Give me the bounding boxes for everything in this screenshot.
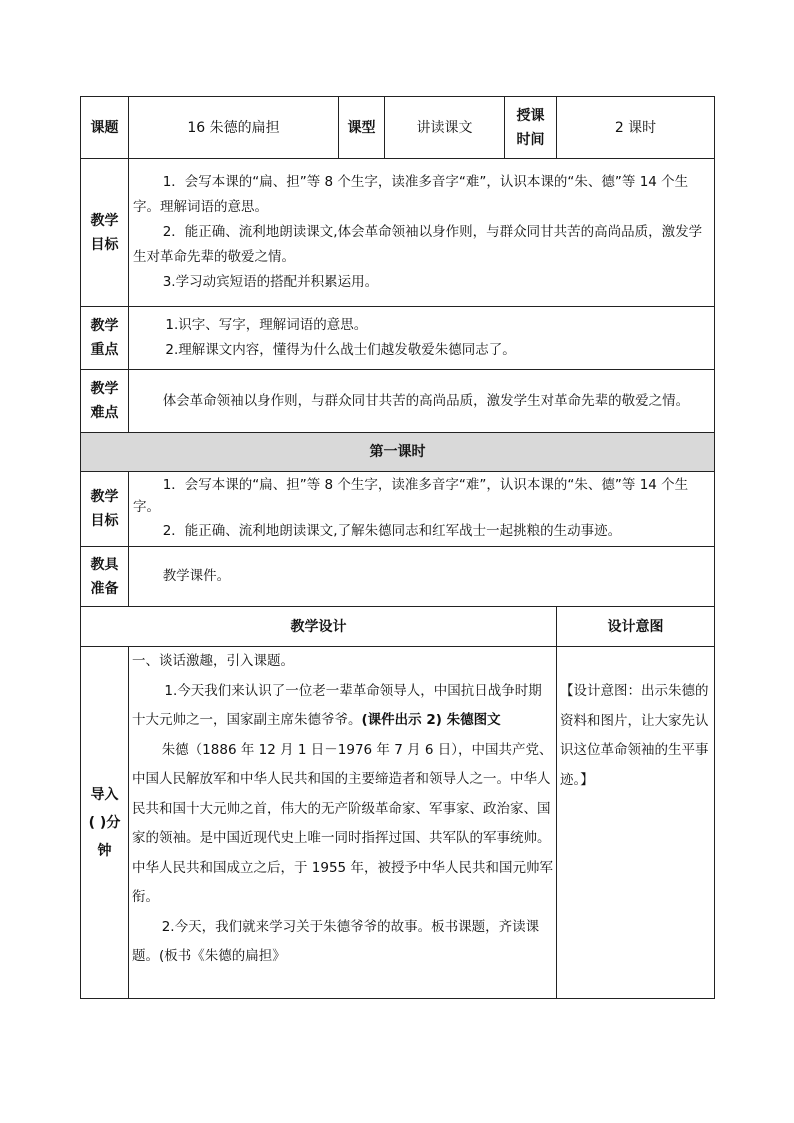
goals2-content [129, 472, 715, 547]
shouke-label [505, 97, 557, 159]
tools-label-line2: 准备 [90, 580, 119, 597]
difficulty-label [81, 370, 129, 433]
keypoints-line-2: 2.理解课文内容，懂得为什么战士们越发敬爱朱德同志了。 [165, 342, 516, 358]
goals-row [81, 159, 715, 307]
goals2-line-1: 1．会写本课的“扁、担”等 8 个生字，读准多音字“难”，认识本课的“朱、德”等 14 个生字。 [133, 477, 689, 515]
hours-value: 2 课时 [557, 97, 715, 159]
design-header-left: 教学设计 [81, 607, 557, 647]
intro-paragraph-1 [129, 677, 556, 736]
goals-content [129, 159, 715, 307]
keypoints-content [129, 307, 715, 370]
goals2-row [81, 472, 715, 547]
intro-paragraph-2: 朱德（1886 年 12 月 1 日－1976 年 7 月 6 日），中国共产党、中国人民解放军和中华人民共和国的主要缔造者和领导人之一。中华人民共和国十大元帅之首，伟大的无产阶级革命家、军事家、政治家、国家的领袖。是中国近现代史上唯一同时指挥过国、共军队的军事统帅。中华人民共和国成立之后，于 1955 年，被授予中华人民共和国元帅军衔。 [132, 741, 553, 905]
goals2-label-line2: 目标 [90, 513, 119, 529]
goals-line-1: 1．会写本课的“扁、担”等 8 个生字，读准多音字“难”，认识本课的“朱、德”等 14 个生字。理解词语的意思。 [133, 174, 689, 215]
tools-text: 教学课件。 [162, 568, 231, 584]
shouke-label-line1: 授课 [516, 107, 545, 124]
difficulty-label-line1: 教学 [90, 381, 119, 397]
lesson-plan-page [80, 96, 714, 999]
design-header-right: 设计意图 [557, 607, 715, 647]
goals2-label-line1: 教学 [90, 489, 119, 505]
intro-row [81, 647, 715, 999]
section-row [81, 433, 715, 472]
keypoints-label-line1: 教学 [90, 318, 119, 334]
difficulty-row [81, 370, 715, 433]
goals-label-line2: 目标 [90, 236, 119, 253]
tools-label-line1: 教具 [90, 556, 119, 573]
intro-paragraph-3: 2.今天，我们就来学习关于朱德爷爷的故事。板书课题，齐读课题。(板书《朱德的扁担》 [132, 918, 540, 964]
keypoints-label [81, 307, 129, 370]
keti-label: 课题 [81, 97, 129, 159]
keypoints-line-1: 1.识字、写字，理解词语的意思。 [165, 317, 368, 333]
intro-content [129, 647, 557, 999]
intro-paragraph-1-text: 1.今天我们来认识了一位老一辈革命领导人，中国抗日战争时期十大元帅之一，国家副主席朱德爷爷。 [132, 682, 542, 728]
shouke-label-line2: 时间 [516, 131, 545, 148]
kexing-label: 课型 [339, 97, 385, 159]
design-header-row [81, 607, 715, 647]
difficulty-label-line2: 难点 [90, 405, 119, 421]
difficulty-text: 体会革命领袖以身作则，与群众同甘共苦的高尚品质，激发学生对革命先辈的敬爱之情。 [162, 392, 690, 409]
keypoints-row [81, 307, 715, 370]
goals-label [81, 159, 129, 307]
goals-line-3: 3.学习动宾短语的搭配并积累运用。 [162, 274, 379, 290]
difficulty-content [129, 370, 715, 433]
goals-line-2: 2．能正确、流利地朗读课文,体会革命领袖以身作则，与群众同甘共苦的高尚品质，激发学生对革命先辈的敬爱之情。 [133, 224, 703, 265]
goals2-line-2: 2．能正确、流利地朗读课文,了解朱德同志和红军战士一起挑粮的生动事迹。 [162, 523, 622, 539]
goals2-label [81, 472, 129, 547]
goals-label-line1: 教学 [90, 212, 119, 229]
intro-intent [557, 647, 715, 999]
intro-label-line1: 导入 [90, 786, 119, 803]
lesson-plan-table [80, 96, 715, 999]
lesson-title: 16 朱德的扁担 [129, 97, 339, 159]
intro-label [81, 647, 129, 999]
intro-heading: 一、谈话激趣，引入课题。 [132, 653, 294, 669]
tools-label [81, 547, 129, 607]
keypoints-label-line2: 重点 [90, 342, 119, 358]
intro-intent-text: 【设计意图：出示朱德的资料和图片，让大家先认识这位革命领袖的生平事迹。】 [560, 683, 709, 788]
intro-paragraph-1-bold: (课件出示 2) 朱德图文 [361, 712, 501, 728]
intro-label-line2: ( )分 [88, 814, 121, 831]
kexing-value: 讲读课文 [385, 97, 505, 159]
section-title: 第一课时 [81, 433, 715, 472]
intro-label-line3: 钟 [97, 842, 112, 859]
header-row [81, 97, 715, 159]
tools-content [129, 547, 715, 607]
tools-row [81, 547, 715, 607]
